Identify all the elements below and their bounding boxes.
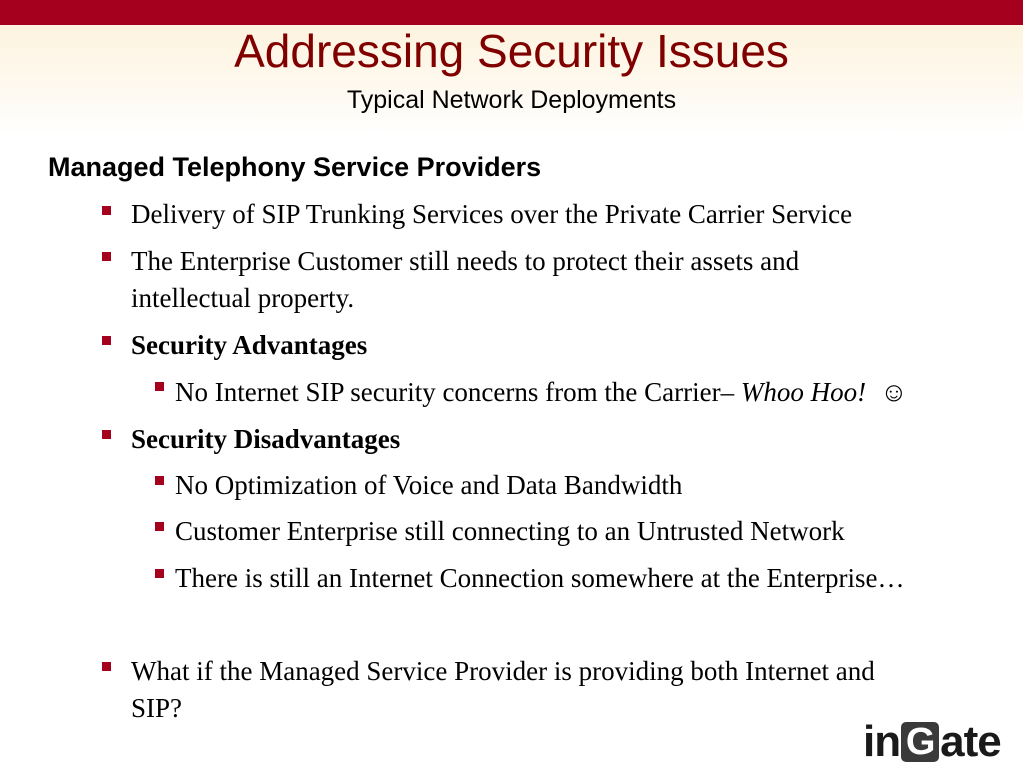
sub-bullet-marker (155, 382, 164, 391)
sub-bullet-item: Customer Enterprise still connecting to an Untrusted Network (175, 516, 845, 546)
sub-bullet-marker (155, 569, 164, 578)
exclamation-text: Whoo Hoo! (740, 377, 867, 407)
bullet-heading-disadvantages: Security Disadvantages (131, 424, 401, 454)
slide-subtitle: Typical Network Deployments (346, 86, 677, 114)
sub-bullet-item (175, 374, 908, 411)
bullet-marker (102, 206, 111, 215)
ingate-logo (863, 716, 1001, 768)
sub-bullet-marker (155, 522, 164, 531)
slide-title: Addressing Security Issues (234, 25, 789, 77)
section-heading: Managed Telephony Service Providers (48, 152, 542, 182)
bullet-item-line: What if the Managed Service Provider is providing both Internet and (131, 656, 875, 686)
bullet-item-line: The Enterprise Customer still needs to protect their assets and (131, 246, 800, 276)
logo-prefix: in (863, 717, 901, 766)
bullet-marker (102, 252, 111, 261)
bullet-marker (102, 662, 111, 671)
bullet-item: Delivery of SIP Trunking Services over the Private Carrier Service (131, 199, 853, 229)
bullet-marker (102, 336, 111, 345)
sub-bullet-item: No Optimization of Voice and Data Bandwidth (175, 470, 683, 500)
sub-bullet-text: No Internet SIP security concerns from the Carrier– (175, 377, 741, 407)
sub-bullet-marker (155, 476, 164, 485)
smiley-icon: ☺ (880, 377, 908, 407)
bullet-item-line: SIP? (131, 693, 183, 723)
sub-bullet-item: There is still an Internet Connection somewhere at the Enterprise… (175, 563, 905, 593)
bullet-heading-advantages: Security Advantages (131, 330, 368, 360)
logo-suffix: ate (940, 717, 1001, 766)
bullet-marker (102, 430, 111, 439)
bullet-item-line: intellectual property. (131, 283, 355, 313)
top-accent-bar (0, 0, 1023, 25)
logo-box-letter: G (901, 722, 939, 762)
